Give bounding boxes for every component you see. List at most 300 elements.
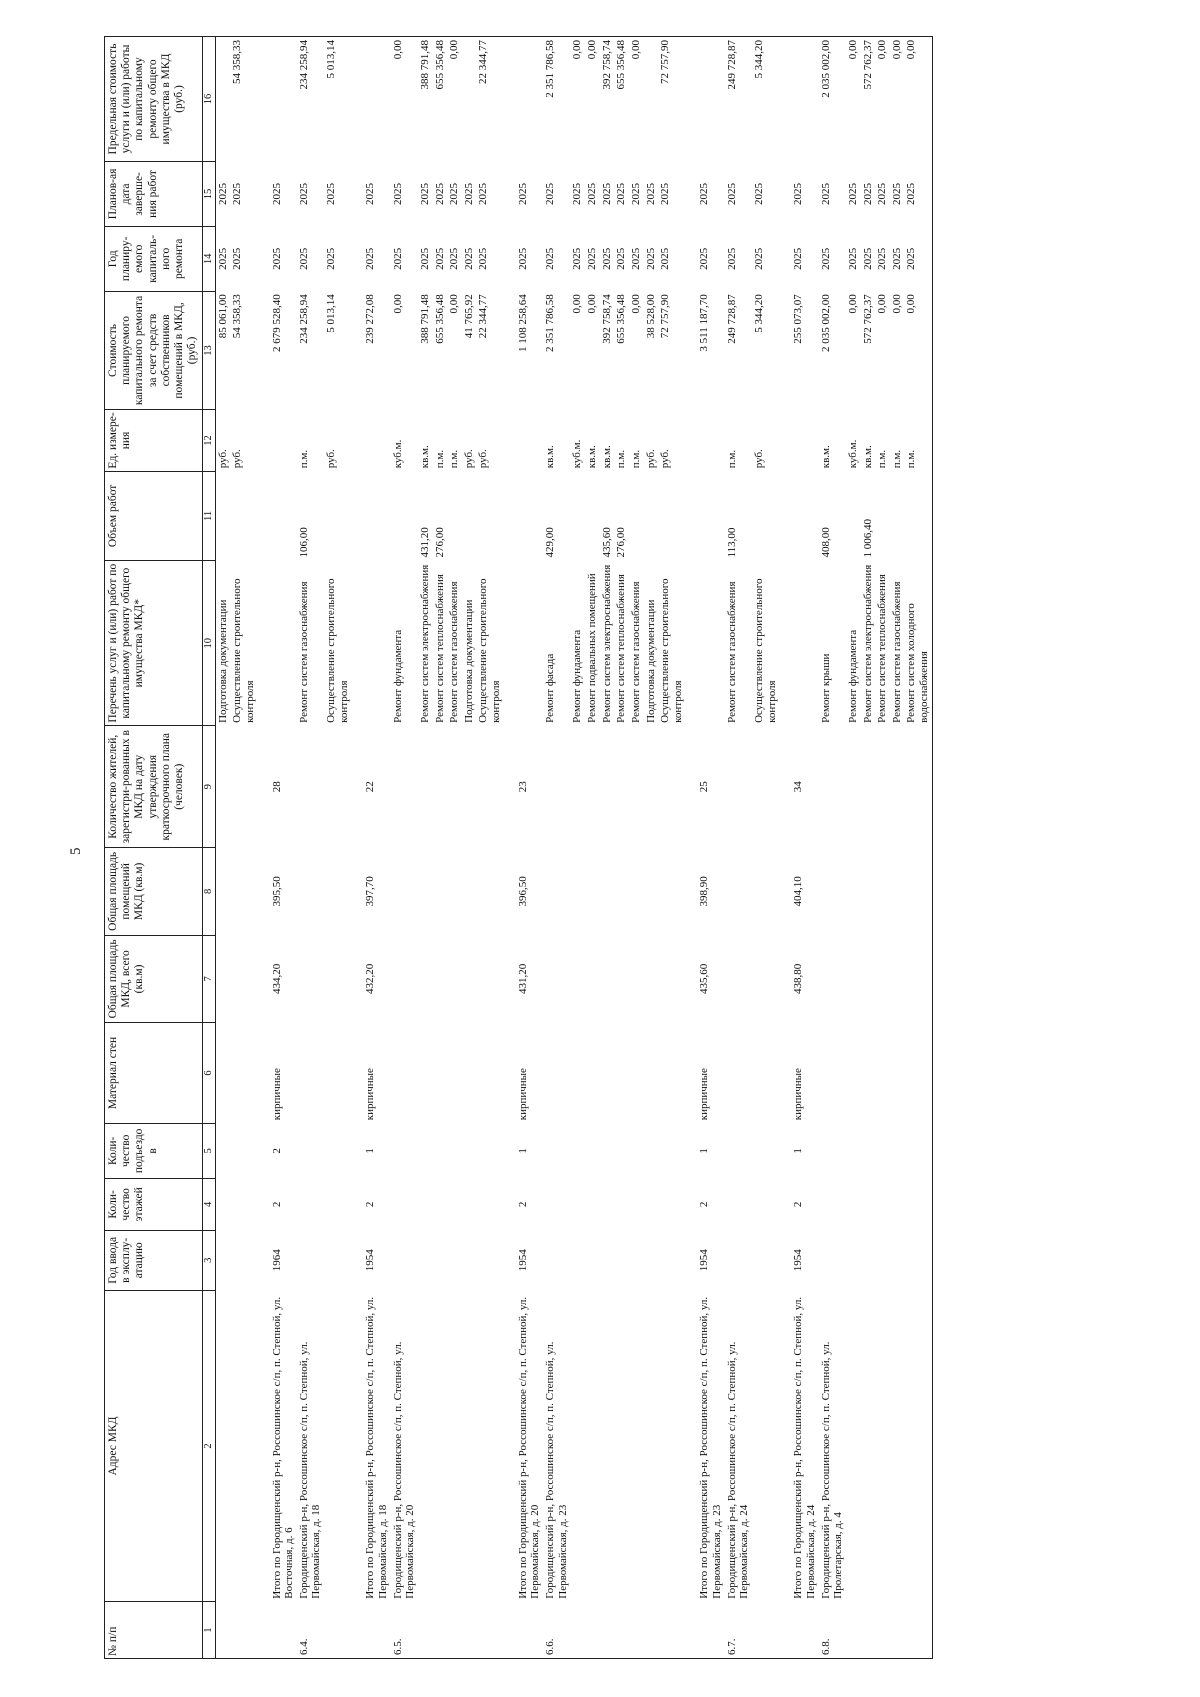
address-cell	[629, 1290, 644, 1601]
page-number: 5	[68, 847, 84, 855]
work-type-cell: Ремонт систем теплоснабжения	[876, 574, 889, 723]
wall-material-cell	[447, 1023, 462, 1124]
floors-cell	[476, 1178, 503, 1230]
floors-cell	[324, 1178, 351, 1230]
limit-cost-cell: 72 757,90	[658, 37, 685, 162]
wall-material-cell: кирпичные	[516, 1068, 529, 1121]
unit-cell	[791, 410, 818, 472]
column-header: Общая площадь МКД, всего (кв.м)	[105, 935, 203, 1023]
residents-cell	[447, 726, 462, 848]
row-number	[846, 1602, 861, 1659]
row-number	[433, 1602, 448, 1659]
residents-cell	[462, 726, 477, 848]
cost-cell: 249 728,87	[725, 294, 738, 344]
repair-year-cell: 2025	[297, 247, 310, 270]
residents-cell	[391, 726, 418, 848]
work-type-cell: Подготовка документации	[462, 599, 475, 723]
limit-cost-cell	[516, 37, 543, 162]
column-header: Материал стен	[105, 1023, 203, 1124]
completion-date-cell: 2025	[846, 182, 859, 205]
total-row	[270, 37, 297, 1659]
repair-year-cell: 2025	[364, 247, 377, 270]
entrances-cell	[230, 1123, 257, 1178]
completion-date-cell: 2025	[325, 182, 338, 205]
work-row	[324, 37, 351, 1659]
rooms-area-cell	[752, 848, 779, 936]
year-built-cell	[462, 1230, 477, 1290]
rooms-area-cell	[600, 848, 615, 936]
completion-date-cell: 2025	[433, 182, 446, 205]
work-row	[644, 37, 659, 1659]
total-area-cell	[324, 935, 351, 1023]
limit-cost-cell: 0,00	[629, 37, 644, 162]
address-cell	[614, 1290, 629, 1601]
unit-cell: куб.м.	[846, 439, 859, 469]
entrances-cell: 1	[698, 1148, 711, 1154]
completion-date-cell: 2025	[231, 182, 244, 205]
work-type-cell: Ремонт подвальных помещений	[585, 573, 598, 723]
row-number	[614, 1602, 629, 1659]
row-number	[658, 1602, 685, 1659]
residents-cell	[658, 726, 685, 848]
completion-date-cell: 2025	[629, 182, 642, 205]
year-built-cell	[658, 1230, 685, 1290]
cost-cell: 41 765,92	[462, 294, 475, 339]
repair-year-cell: 2025	[904, 226, 932, 291]
work-type-cell: Ремонт систем газоснабжения	[629, 581, 642, 723]
completion-date-cell: 2025	[448, 182, 461, 205]
row-number	[215, 1602, 230, 1659]
cost-cell: 2 679 528,40	[270, 294, 283, 352]
spacer-row	[685, 37, 697, 1659]
repair-year-cell: 2025	[629, 247, 642, 270]
floors-cell	[433, 1178, 448, 1230]
entrances-cell	[725, 1123, 752, 1178]
completion-date-cell: 2025	[216, 182, 229, 205]
total-area-cell: 431,20	[516, 963, 529, 995]
repair-year-cell: 2025	[585, 247, 598, 270]
cost-cell: 2 035 002,00	[819, 294, 832, 352]
entrances-cell	[297, 1123, 324, 1178]
volume-cell	[890, 471, 905, 560]
unit-cell: руб.	[644, 449, 657, 469]
unit-cell: кв.м.	[600, 445, 613, 469]
column-header: Общая площадь помещений МКД (кв.м)	[105, 848, 203, 936]
wall-material-cell	[433, 1023, 448, 1124]
cost-cell: 0,00	[890, 294, 903, 314]
spacer-row	[351, 37, 363, 1659]
floors-cell	[230, 1178, 257, 1230]
floors-cell: 2	[698, 1201, 711, 1208]
house-row	[819, 37, 846, 1659]
row-number	[363, 1602, 390, 1659]
completion-date-cell: 2025	[571, 182, 584, 205]
work-row	[629, 37, 644, 1659]
rooms-area-cell	[585, 848, 600, 936]
total-area-cell	[543, 935, 570, 1023]
repair-year-cell: 2025	[477, 247, 490, 270]
total-area-cell	[585, 935, 600, 1023]
year-built-cell	[846, 1230, 861, 1290]
limit-cost-cell: 2 351 786,58	[543, 37, 570, 162]
repair-year-cell: 2025	[600, 247, 613, 270]
unit-cell: руб.	[325, 449, 338, 469]
residents-cell	[476, 726, 503, 848]
cost-cell: 0,00	[585, 294, 598, 314]
cost-cell: 2 351 786,58	[544, 294, 557, 352]
wall-material-cell	[476, 1023, 503, 1124]
residents-cell	[570, 726, 585, 848]
year-built-cell	[904, 1230, 932, 1290]
work-row	[861, 37, 876, 1659]
repair-year-cell: 2025	[819, 247, 832, 270]
year-built-cell	[230, 1230, 257, 1290]
year-built-cell	[819, 1230, 846, 1290]
row-number	[476, 1602, 503, 1659]
limit-cost-cell: 655 356,48	[614, 37, 629, 162]
address-cell	[215, 1290, 230, 1601]
volume-cell: 435,60	[600, 527, 613, 558]
limit-cost-cell: 54 358,33	[230, 37, 257, 162]
wall-material-cell	[614, 1023, 629, 1124]
row-number	[516, 1602, 543, 1659]
floors-cell	[391, 1178, 418, 1230]
work-type-cell: Ремонт систем холодного водоснабжения	[904, 560, 932, 725]
repair-year-cell: 2025	[644, 247, 657, 270]
entrances-cell	[600, 1123, 615, 1178]
column-header: Год планиру-емого капиталь-ного ремонта	[105, 226, 203, 291]
cost-cell: 0,00	[391, 294, 404, 314]
entrances-cell	[391, 1123, 418, 1178]
address-cell: Городищенский р-н, Россошинское с/п, п. Степной, ул. Первомайская, д. 18	[297, 1341, 323, 1599]
volume-cell	[752, 471, 779, 560]
total-row	[516, 37, 543, 1659]
column-number: 16	[202, 37, 215, 162]
wall-material-cell	[230, 1023, 257, 1124]
cost-cell: 0,00	[876, 294, 889, 314]
rooms-area-cell	[904, 848, 932, 936]
limit-cost-cell: 392 758,74	[600, 37, 615, 162]
year-built-cell	[433, 1230, 448, 1290]
entrances-cell	[644, 1123, 659, 1178]
total-area-cell	[297, 935, 324, 1023]
address-cell: Городищенский р-н, Россошинское с/п, п. Степной, ул. Первомайская, д. 23	[544, 1341, 569, 1599]
wall-material-cell	[215, 1023, 230, 1124]
completion-date-cell: 2025	[462, 182, 475, 205]
volume-cell	[391, 471, 418, 560]
work-type-cell: Ремонт фундамента	[391, 629, 404, 723]
limit-cost-cell	[644, 37, 659, 162]
wall-material-cell: кирпичные	[364, 1068, 377, 1121]
volume-cell: 408,00	[819, 527, 832, 558]
entrances-cell	[543, 1123, 570, 1178]
work-type-cell	[516, 560, 543, 725]
volume-cell	[476, 471, 503, 560]
residents-cell: 23	[516, 781, 529, 793]
residents-cell	[433, 726, 448, 848]
limit-cost-cell: 655 356,48	[433, 37, 448, 162]
column-number: 12	[202, 410, 215, 472]
row-number	[644, 1602, 659, 1659]
limit-cost-cell: 0,00	[570, 37, 585, 162]
entrances-cell: 2	[270, 1148, 283, 1154]
residents-cell	[644, 726, 659, 848]
total-area-cell	[644, 935, 659, 1023]
entrances-cell	[447, 1123, 462, 1178]
completion-date-cell: 2025	[297, 182, 310, 205]
cost-cell: 38 528,00	[644, 294, 657, 339]
work-type-cell: Ремонт систем газоснабжения	[890, 581, 903, 723]
address-cell	[462, 1290, 477, 1601]
residents-cell	[875, 726, 890, 848]
cost-cell: 0,00	[571, 294, 584, 314]
address-cell: Итого по Городищенский р-н, Россошинское с/п, п. Степной, ул. Первомайская, д. 18	[364, 1296, 389, 1599]
cost-cell: 388 791,48	[418, 294, 431, 344]
limit-cost-cell: 249 728,87	[725, 37, 752, 162]
residents-cell	[752, 726, 779, 848]
floors-cell	[725, 1178, 752, 1230]
row-number: 6.7.	[725, 1602, 752, 1659]
entrances-cell	[215, 1123, 230, 1178]
residents-cell	[230, 726, 257, 848]
column-number: 1	[202, 1602, 215, 1659]
work-type-cell: Подготовка документации	[644, 599, 657, 723]
rooms-area-cell	[570, 848, 585, 936]
volume-cell: 429,00	[544, 527, 557, 558]
row-number	[418, 1602, 433, 1659]
entrances-cell	[570, 1123, 585, 1178]
volume-cell: 1 006,40	[861, 518, 874, 558]
wall-material-cell	[543, 1023, 570, 1124]
floors-cell	[543, 1178, 570, 1230]
work-row	[476, 37, 503, 1659]
cost-cell: 72 757,90	[659, 294, 672, 339]
work-row	[846, 37, 861, 1659]
limit-cost-cell	[215, 37, 230, 162]
column-number: 4	[202, 1178, 215, 1230]
repair-year-cell: 2025	[418, 247, 431, 270]
year-built-cell	[875, 1230, 890, 1290]
work-row	[904, 37, 932, 1659]
completion-date-cell: 2025	[659, 182, 672, 205]
limit-cost-cell: 5 013,14	[324, 37, 351, 162]
work-type-cell	[697, 560, 724, 725]
wall-material-cell	[585, 1023, 600, 1124]
column-header: Объем работ	[105, 471, 203, 560]
completion-date-cell: 2025	[270, 182, 283, 205]
residents-cell	[600, 726, 615, 848]
cost-cell: 0,00	[448, 294, 461, 314]
wall-material-cell	[644, 1023, 659, 1124]
row-number: 6.8.	[819, 1602, 846, 1659]
unit-cell: п.м.	[433, 449, 446, 469]
floors-cell	[629, 1178, 644, 1230]
column-header: Предельная стоимость услуги и (или) работы по капитальному ремонту общего имущества в МКД (руб.)	[105, 37, 203, 162]
residents-cell	[324, 726, 351, 848]
work-row	[433, 37, 448, 1659]
limit-cost-cell: 0,00	[391, 37, 418, 162]
rooms-area-cell	[846, 848, 861, 936]
column-number: 5	[202, 1123, 215, 1178]
residents-cell	[904, 726, 932, 848]
repair-year-cell: 2025	[391, 247, 404, 270]
house-row	[297, 37, 324, 1659]
volume-cell	[697, 471, 724, 560]
repair-year-cell: 2025	[615, 247, 628, 270]
row-number	[600, 1602, 615, 1659]
limit-cost-cell: 22 344,77	[476, 37, 503, 162]
wall-material-cell	[725, 1023, 752, 1124]
column-header: Количество жителей, зарегистри-рованных в МКД на дату утверждения краткосрочного плана (человек)	[105, 726, 203, 848]
unit-cell: руб.	[231, 449, 244, 469]
completion-date-cell: 2025	[890, 182, 903, 205]
volume-cell	[629, 471, 644, 560]
wall-material-cell	[297, 1023, 324, 1124]
volume-cell	[324, 471, 351, 560]
floors-cell	[890, 1178, 905, 1230]
rooms-area-cell	[614, 848, 629, 936]
column-number: 9	[202, 726, 215, 848]
wall-material-cell: кирпичные	[698, 1068, 711, 1121]
residents-cell: 22	[364, 781, 377, 793]
unit-cell: куб.м.	[571, 439, 584, 469]
repair-year-cell: 2025	[231, 247, 244, 270]
completion-date-cell: 2025	[904, 162, 932, 227]
work-type-cell: Ремонт фасада	[544, 653, 557, 723]
column-header: Планов-ая дата заверше-ния работ	[105, 162, 203, 227]
repair-year-cell: 2025	[890, 247, 903, 270]
rooms-area-cell	[462, 848, 477, 936]
work-row	[600, 37, 615, 1659]
column-number: 8	[202, 848, 215, 936]
completion-date-cell: 2025	[792, 182, 805, 205]
unit-cell: п.м.	[890, 449, 903, 469]
repair-plan-table	[104, 36, 933, 1659]
rooms-area-cell: 404,10	[792, 876, 805, 907]
work-type-cell: Ремонт систем электроснабжения	[861, 564, 874, 723]
residents-cell	[614, 726, 629, 848]
entrances-cell	[462, 1123, 477, 1178]
unit-cell	[270, 410, 297, 472]
work-row	[658, 37, 685, 1659]
wall-material-cell	[861, 1023, 876, 1124]
wall-material-cell	[658, 1023, 685, 1124]
column-header: Год ввода в эксплу-атацию	[105, 1230, 203, 1290]
floors-cell: 2	[792, 1201, 805, 1208]
limit-cost-cell	[697, 37, 724, 162]
address-cell: Городищенский р-н, Россошинское с/п, п. Степной, ул. Первомайская, д. 20	[391, 1341, 417, 1599]
work-type-cell: Осуществление строительного контроля	[325, 578, 350, 723]
floors-cell	[658, 1178, 685, 1230]
row-number	[447, 1602, 462, 1659]
address-cell	[418, 1290, 433, 1601]
floors-cell: 2	[364, 1201, 377, 1208]
wall-material-cell	[846, 1023, 861, 1124]
total-area-cell	[447, 935, 462, 1023]
entrances-cell	[433, 1123, 448, 1178]
limit-cost-cell: 0,00	[875, 37, 890, 162]
cost-cell: 5 344,20	[753, 294, 766, 333]
wall-material-cell	[391, 1023, 418, 1124]
row-number	[875, 1602, 890, 1659]
year-built-cell	[391, 1230, 418, 1290]
column-header: Коли-чество подъездо в	[105, 1123, 203, 1178]
column-number: 2	[202, 1290, 215, 1601]
address-cell	[600, 1290, 615, 1601]
repair-year-cell: 2025	[448, 247, 461, 270]
total-area-cell	[875, 935, 890, 1023]
total-area-cell	[433, 935, 448, 1023]
floors-cell	[418, 1178, 433, 1230]
address-cell	[324, 1290, 351, 1601]
volume-cell	[904, 471, 932, 560]
year-built-cell	[725, 1230, 752, 1290]
total-area-cell	[476, 935, 503, 1023]
row-number	[324, 1602, 351, 1659]
rooms-area-cell	[230, 848, 257, 936]
limit-cost-cell: 0,00	[904, 37, 932, 162]
entrances-cell	[324, 1123, 351, 1178]
entrances-cell	[846, 1123, 861, 1178]
year-built-cell	[861, 1230, 876, 1290]
cost-cell: 255 073,07	[792, 294, 805, 344]
unit-cell: руб.	[477, 449, 490, 469]
unit-cell: кв.м.	[819, 445, 832, 469]
rooms-area-cell	[476, 848, 503, 936]
year-built-cell	[644, 1230, 659, 1290]
volume-cell	[644, 471, 659, 560]
cost-cell: 239 272,08	[364, 294, 377, 344]
rooms-area-cell	[324, 848, 351, 936]
completion-date-cell: 2025	[477, 182, 490, 205]
cost-cell: 572 762,37	[861, 294, 874, 344]
floors-cell	[752, 1178, 779, 1230]
work-row	[890, 37, 905, 1659]
address-cell	[875, 1290, 890, 1601]
rooms-area-cell	[629, 848, 644, 936]
limit-cost-cell: 0,00	[585, 37, 600, 162]
rooms-area-cell	[658, 848, 685, 936]
volume-cell: 106,00	[297, 527, 310, 558]
work-type-cell: Осуществление строительного контроля	[477, 578, 503, 723]
work-row	[447, 37, 462, 1659]
column-number: 3	[202, 1230, 215, 1290]
column-header: Коли-чество этажей	[105, 1178, 203, 1230]
repair-year-cell: 2025	[462, 247, 475, 270]
unit-cell: п.м.	[448, 449, 461, 469]
residents-cell	[725, 726, 752, 848]
wall-material-cell	[752, 1023, 779, 1124]
floors-cell	[875, 1178, 890, 1230]
work-type-cell: Осуществление строительного контроля	[231, 578, 256, 723]
unit-cell: кв.м.	[544, 445, 557, 469]
rooms-area-cell	[543, 848, 570, 936]
address-cell	[585, 1290, 600, 1601]
address-cell	[476, 1290, 503, 1601]
unit-cell: кв.м.	[585, 445, 598, 469]
rooms-area-cell: 396,50	[516, 876, 529, 907]
address-cell	[904, 1290, 932, 1601]
entrances-cell	[904, 1123, 932, 1178]
cost-cell: 392 758,74	[600, 294, 613, 344]
cost-cell: 0,00	[846, 294, 859, 314]
total-area-cell: 438,80	[792, 963, 805, 995]
total-area-cell	[861, 935, 876, 1023]
rooms-area-cell	[215, 848, 230, 936]
unit-cell: п.м.	[876, 449, 889, 469]
floors-cell	[215, 1178, 230, 1230]
wall-material-cell	[904, 1023, 932, 1124]
